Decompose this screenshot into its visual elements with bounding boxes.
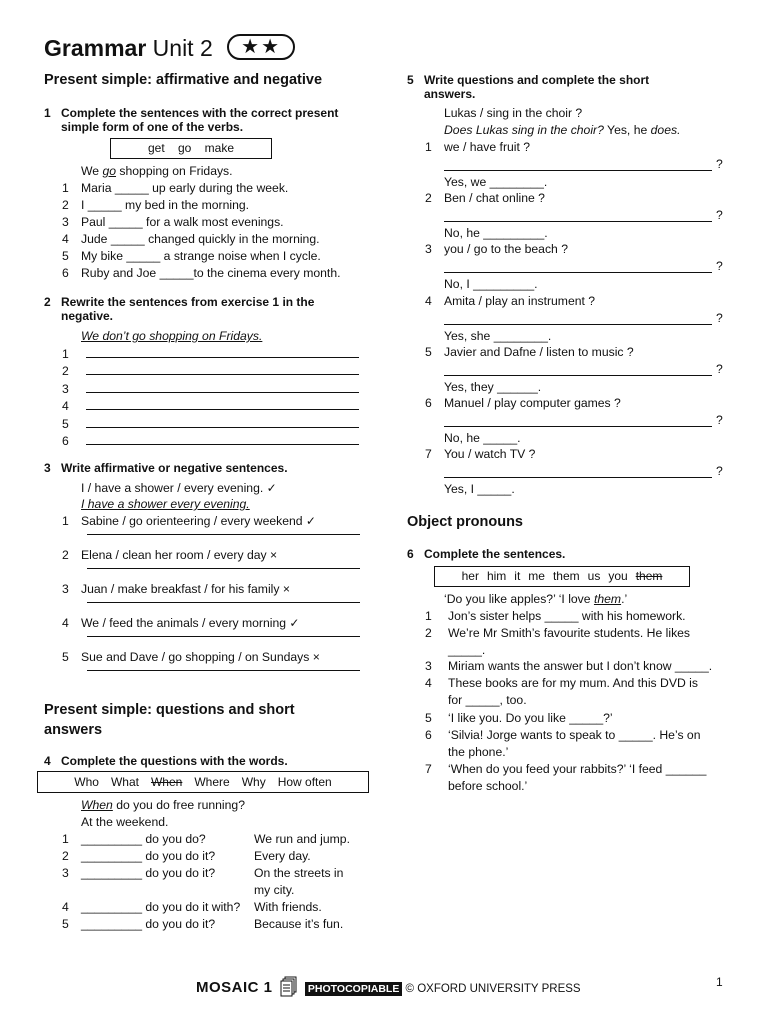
ex4-item	[62, 849, 311, 863]
answer-line	[86, 346, 359, 358]
page-title	[44, 34, 295, 62]
question-mark: ?	[716, 157, 723, 171]
ex3-item	[62, 582, 290, 596]
ex3-example-prompt: I / have a shower / every evening. ✓	[81, 481, 277, 495]
item-number: 5	[62, 650, 69, 664]
item-prompt: Javier and Dafne / listen to music ?	[444, 344, 634, 359]
item-prompt: Sue and Dave / go shopping / on Sundays ×	[81, 650, 320, 664]
ex6-example-answer: them	[593, 592, 622, 606]
item-prompt: Ben / chat online ?	[444, 191, 545, 206]
ex4-instruction-text: Complete the questions with the words.	[61, 754, 288, 768]
ex6-item	[425, 659, 712, 673]
answer-line	[444, 271, 712, 273]
ex2-item	[62, 363, 359, 378]
footer-brand: MOSAIC 1	[196, 979, 273, 996]
ex1-item	[62, 249, 321, 263]
ex2-instruction	[44, 295, 374, 323]
item-number: 4	[62, 616, 69, 630]
item-number: 3	[62, 381, 69, 396]
item-number: 5	[62, 416, 69, 431]
ex6-instruction	[407, 547, 565, 561]
footer	[196, 976, 581, 1001]
item-number: 2	[425, 191, 432, 206]
item-question: _________ do you do it?	[81, 849, 216, 863]
item-number: 2	[62, 364, 69, 379]
ex6-example-post: .’	[621, 592, 628, 606]
question-mark: ?	[716, 310, 723, 325]
ex6-item	[425, 728, 700, 742]
ex1-number: 1	[44, 106, 51, 120]
title-unit: Unit 2	[146, 35, 213, 61]
box-word: Who	[74, 775, 99, 789]
answer-line	[444, 425, 712, 427]
ex4-item	[62, 917, 343, 931]
ex1-item	[62, 215, 284, 229]
item-number: 2	[62, 548, 69, 562]
ex1-example	[81, 164, 233, 178]
question-mark: ?	[716, 259, 723, 274]
ex5-example-prompt: Lukas / sing in the choir ?	[444, 106, 583, 120]
photocopiable-badge: PHOTOCOPIABLE	[305, 982, 402, 996]
item-text: My bike _____ a strange noise when I cycle.	[81, 249, 321, 263]
item-text: Ruby and Joe _____to the cinema every month.	[81, 266, 341, 280]
item-answer: Because it’s fun.	[254, 917, 344, 931]
ex6-instruction-text: Complete the sentences.	[424, 547, 566, 561]
section-heading-questions: Present simple: questions and short answers	[44, 702, 295, 738]
item-answer: We run and jump.	[254, 832, 350, 846]
short-answer: Yes, they ______.	[444, 379, 542, 394]
item-number: 3	[62, 215, 69, 229]
ex5-item	[425, 294, 595, 308]
box-word: Where	[194, 775, 230, 789]
answer-line	[86, 398, 359, 410]
ex2-item	[62, 398, 359, 413]
answer-line	[87, 567, 360, 569]
ex6-item	[425, 676, 698, 690]
ex3-item	[62, 616, 300, 630]
question-mark: ?	[716, 413, 723, 427]
short-answer: No, he _____.	[444, 431, 521, 445]
ex2-item	[62, 346, 359, 361]
ex4-item	[62, 900, 322, 914]
item-text: I _____ my bed in the morning.	[81, 198, 250, 212]
box-word: them	[635, 569, 663, 583]
item-question: _________ do you do?	[81, 832, 206, 846]
item-number: 3	[425, 242, 432, 257]
item-number: 4	[425, 293, 432, 308]
ex4-example-rest: do you do free running?	[112, 798, 245, 812]
ex1-item	[62, 181, 288, 195]
item-question: _________ do you do it with?	[81, 900, 241, 914]
ex5-example-answer	[444, 123, 680, 137]
answer-line	[86, 416, 359, 428]
ex1-example-post: shopping on Fridays.	[116, 164, 233, 178]
difficulty-stars: ★★	[227, 34, 295, 60]
item-number: 3	[425, 659, 432, 673]
ex2-item	[62, 433, 359, 448]
ex1-word-box: get go make	[110, 138, 272, 159]
ex5-item	[425, 242, 568, 256]
item-prompt: We / feed the animals / every morning ✓	[81, 616, 300, 630]
ex6-item	[425, 609, 686, 623]
item-number: 4	[62, 900, 69, 914]
item-number: 4	[425, 676, 432, 690]
ex6-item-cont: the phone.’	[448, 745, 509, 759]
box-word: you	[608, 569, 628, 583]
item-number: 2	[62, 198, 69, 212]
section-heading-object-pronouns: Object pronouns	[407, 514, 523, 530]
box-word: How often	[277, 775, 332, 789]
ex4-example-answer: At the weekend.	[81, 815, 169, 829]
answer-line	[87, 601, 360, 603]
ex1-example-answer: go	[102, 164, 117, 178]
ex5-item	[425, 191, 545, 205]
item-number: 5	[62, 917, 69, 931]
item-text: Paul _____ for a walk most evenings.	[81, 215, 284, 229]
ex5-item	[425, 140, 530, 154]
item-number: 2	[425, 626, 432, 640]
ex6-example-pre: ‘Do you like apples?’ ‘I love	[444, 592, 594, 606]
ex6-word-box	[434, 566, 690, 587]
box-word: them	[552, 569, 580, 583]
ex2-instruction-text: Rewrite the sentences from exercise 1 in the negative.	[61, 295, 315, 323]
ex5-number: 5	[407, 73, 414, 87]
ex5-instruction-text: Write questions and complete the short answers.	[424, 73, 650, 101]
item-prompt: Amita / play an instrument ?	[444, 293, 596, 308]
ex6-item	[425, 711, 613, 725]
item-number: 1	[62, 181, 69, 195]
ex4-example-question	[81, 798, 245, 812]
ex5-item	[425, 396, 621, 410]
item-text: ‘When do you feed your rabbits?’ ‘I feed ______	[448, 762, 707, 776]
item-prompt: Sabine / go orienteering / every weekend ✓	[81, 514, 317, 528]
ex2-item	[62, 381, 359, 396]
item-prompt: Juan / make breakfast / for his family ×	[81, 582, 290, 596]
item-number: 5	[425, 711, 432, 725]
answer-line	[444, 323, 712, 325]
item-text: Miriam wants the answer but I don’t know _____.	[448, 659, 713, 673]
ex5-example-yes: Yes, he	[603, 123, 651, 137]
ex3-item	[62, 650, 320, 664]
answer-line	[87, 635, 360, 637]
item-number: 3	[62, 866, 69, 880]
box-word: When	[150, 775, 183, 789]
ex3-number: 3	[44, 461, 51, 475]
answer-line	[86, 433, 359, 445]
item-text: Maria _____ up early during the week.	[81, 181, 289, 195]
item-number: 6	[425, 396, 432, 410]
question-mark: ?	[716, 208, 723, 223]
item-number: 7	[425, 447, 432, 462]
answer-line	[444, 476, 712, 478]
ex1-example-pre: We	[81, 164, 103, 178]
answer-line	[86, 363, 359, 375]
box-word: Why	[241, 775, 266, 789]
ex6-item-cont: before school.’	[448, 779, 528, 793]
item-number: 6	[62, 434, 69, 448]
ex6-item-cont: for _____, too.	[448, 693, 527, 707]
item-number: 5	[425, 344, 432, 359]
short-answer: Yes, she ________.	[444, 328, 552, 343]
item-question: _________ do you do it?	[81, 917, 216, 931]
title-bold: Grammar	[44, 35, 147, 61]
item-number: 7	[425, 762, 432, 776]
item-number: 1	[425, 140, 432, 154]
ex4-item3-cont: my city.	[254, 883, 295, 897]
answer-line	[87, 533, 360, 535]
ex3-item	[62, 548, 277, 562]
question-mark: ?	[716, 361, 723, 376]
section-heading-affirmative: Present simple: affirmative and negative	[44, 72, 323, 88]
item-text: ‘I like you. Do you like _____?’	[448, 711, 613, 725]
short-answer: Yes, I _____.	[444, 482, 515, 497]
ex5-example-does: does.	[650, 123, 681, 137]
item-text: We’re Mr Smith’s favourite students. He likes	[448, 626, 691, 640]
ex5-item	[425, 345, 634, 359]
ex4-instruction	[44, 754, 288, 768]
ex4-item	[62, 866, 343, 880]
ex4-item	[62, 832, 350, 846]
item-prompt: you / go to the beach ?	[444, 242, 568, 257]
item-number: 6	[425, 728, 432, 742]
answer-line	[444, 374, 712, 376]
ex1-item	[62, 266, 340, 280]
item-answer: On the streets in	[254, 866, 344, 880]
ex3-instruction	[44, 461, 288, 475]
item-text: Jon’s sister helps _____ with his homework.	[448, 609, 686, 623]
item-answer: Every day.	[254, 849, 311, 863]
ex1-item	[62, 198, 249, 212]
ex5-instruction	[407, 73, 697, 101]
ex4-word-box	[37, 771, 369, 793]
item-text: Jude _____ changed quickly in the morning.	[81, 232, 320, 246]
ex5-example-question: Does Lukas sing in the choir?	[444, 123, 604, 137]
item-text: ‘Silvia! Jorge wants to speak to _____. He’s on	[448, 728, 701, 742]
ex6-example	[444, 592, 627, 606]
ex1-instruction-text: Complete the sentences with the correct present simple form of one of the verbs.	[61, 106, 339, 134]
item-number: 1	[62, 832, 69, 846]
photocopy-icon	[280, 976, 298, 1001]
answer-line	[86, 381, 359, 393]
ex6-number: 6	[407, 547, 414, 561]
short-answer: No, he _________.	[444, 226, 548, 241]
item-number: 3	[62, 582, 69, 596]
ex6-item-cont: _____.	[448, 643, 486, 657]
item-number: 1	[62, 347, 69, 361]
ex3-example-answer	[81, 497, 250, 511]
ex2-item	[62, 416, 359, 431]
item-number: 1	[425, 609, 432, 623]
ex4-example-word: When	[81, 798, 113, 812]
question-mark: ?	[716, 464, 723, 479]
publisher: © OXFORD UNIVERSITY PRESS	[405, 983, 581, 995]
item-prompt: Manuel / play computer games ?	[444, 396, 621, 410]
ex2-number: 2	[44, 295, 51, 309]
item-number: 5	[62, 249, 69, 263]
ex6-item	[425, 626, 690, 640]
item-number: 4	[62, 232, 69, 246]
item-number: 2	[62, 849, 69, 863]
box-word: us	[587, 569, 601, 583]
ex6-item	[425, 762, 706, 776]
item-number: 1	[62, 514, 69, 528]
answer-line	[444, 220, 712, 222]
page-number: 1	[716, 975, 723, 989]
ex3-instruction-text: Write affirmative or negative sentences.	[61, 461, 288, 475]
ex2-example	[81, 329, 262, 343]
box-word: What	[110, 775, 139, 789]
box-word: it	[514, 569, 521, 583]
item-question: _________ do you do it?	[81, 866, 216, 880]
item-number: 6	[62, 266, 69, 280]
ex1-item	[62, 232, 320, 246]
item-number: 4	[62, 399, 69, 414]
answer-line	[87, 669, 360, 671]
item-answer: With friends.	[254, 900, 322, 914]
box-word: him	[486, 569, 507, 583]
box-word: her	[461, 569, 479, 583]
ex5-item	[425, 447, 535, 461]
ex3-item	[62, 514, 316, 528]
short-answer: No, I _________.	[444, 277, 538, 292]
ex1-instruction	[44, 106, 374, 134]
ex3-example-answer-text: I have a shower every evening.	[81, 497, 250, 511]
item-text: These books are for my mum. And this DVD is	[448, 676, 698, 690]
ex2-example-text: We don’t go shopping on Fridays.	[81, 329, 263, 343]
short-answer: Yes, we ________.	[444, 175, 548, 189]
item-prompt: Elena / clean her room / every day ×	[81, 548, 278, 562]
answer-line	[444, 169, 712, 171]
item-prompt: You / watch TV ?	[444, 447, 536, 462]
box-word: me	[528, 569, 545, 583]
item-prompt: we / have fruit ?	[444, 140, 531, 154]
ex4-number: 4	[44, 754, 51, 768]
